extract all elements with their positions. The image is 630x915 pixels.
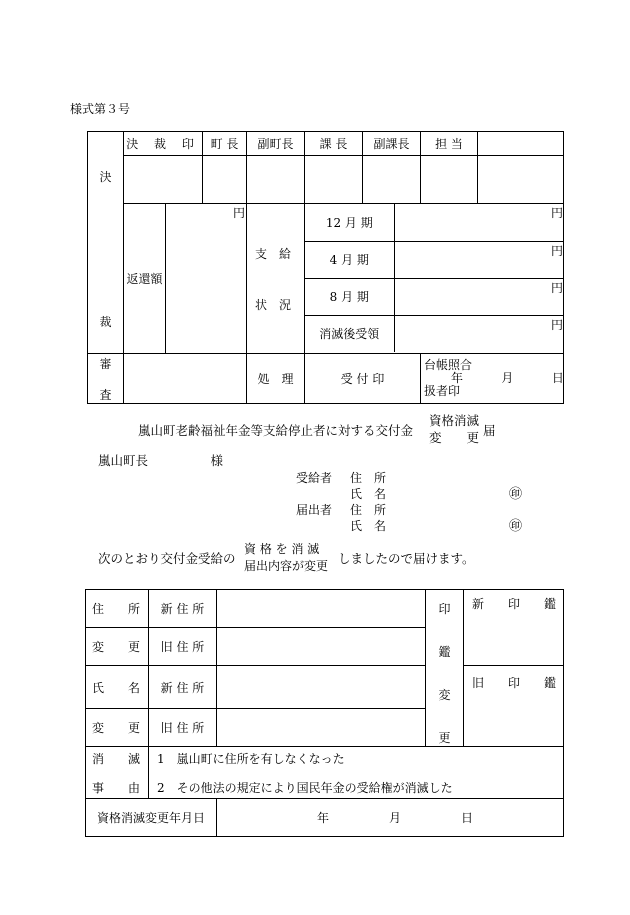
header-chocho: 町 長: [203, 132, 247, 156]
name-change-1: 氏 名: [86, 666, 149, 709]
old-seal-cell[interactable]: [464, 666, 564, 747]
period-after-amount[interactable]: [394, 315, 563, 352]
period-4-amount[interactable]: [394, 241, 563, 278]
title-main: 嵐山町老齢福祉年金等支給停止者に対する交付金: [138, 423, 414, 438]
title-option-1: 資格消滅: [429, 413, 480, 428]
stamp-blank[interactable]: [478, 156, 564, 204]
old-name-input[interactable]: [217, 709, 426, 747]
reason-1[interactable]: 1 嵐山町に住所を有しなくなった: [157, 751, 345, 766]
henkan-label: 返還額: [124, 204, 166, 354]
date-value[interactable]: 年 月 日: [217, 799, 564, 837]
header-tanto: 担 当: [421, 132, 478, 156]
statement-pre: 次のとおり交付金受給の: [98, 551, 236, 566]
period-8-amount[interactable]: [394, 278, 563, 315]
shinsa-char-2: 査: [99, 387, 112, 402]
old-seal-label: 旧 印 鑑: [472, 676, 557, 690]
yen-mark: 円: [551, 243, 564, 258]
daicho-label: 台帳照合: [424, 358, 473, 372]
shinsa-char-1: 審: [99, 356, 112, 371]
seal-change-char-3: 変: [438, 688, 451, 702]
approval-table: [87, 131, 569, 404]
yen-mark: 円: [233, 206, 246, 220]
address-change-1: 住 所: [86, 590, 149, 628]
notifier-role: 届出者: [296, 503, 333, 517]
statement-option-1: 資 格 を 消 滅: [244, 542, 320, 556]
loss-label-2: 事 由: [92, 780, 141, 795]
period-8: 8 月 期: [305, 278, 394, 315]
new-address-input[interactable]: [217, 590, 426, 628]
yen-mark: 円: [551, 280, 564, 295]
seal-change-cell: [426, 590, 464, 747]
form-number: 様式第３号: [70, 102, 131, 116]
detail-table: [85, 589, 564, 837]
shinsa-input[interactable]: [124, 354, 247, 404]
header-kacho: 課 長: [305, 132, 363, 156]
period-12-amount[interactable]: [394, 204, 563, 241]
statement-option-2: 届出内容が変更: [244, 559, 329, 573]
new-address-label-2: 新 住 所: [149, 666, 217, 709]
henkan-amount-cell[interactable]: [166, 204, 247, 354]
period-after: 消滅後受領: [305, 315, 394, 352]
seal-change-char-1: 印: [438, 602, 451, 616]
date-label: 資格消滅変更年月日: [86, 799, 217, 837]
periods-cell: [305, 204, 564, 354]
shikyu-jokyo-cell: [247, 204, 305, 354]
period-4: 4 月 期: [305, 241, 394, 278]
addressee: 嵐山町長 様: [98, 453, 224, 468]
header-fukuchocho: 副町長: [247, 132, 305, 156]
old-address-label: 旧 住 所: [149, 628, 217, 666]
recipient-seal: ㊞: [509, 487, 523, 502]
notifier-seal: ㊞: [509, 519, 523, 534]
shinsa-cell: [88, 354, 124, 404]
stamp-kessaiin[interactable]: [124, 156, 203, 204]
stamp-kacho[interactable]: [305, 156, 363, 204]
title-option-2: 変 更: [429, 430, 480, 445]
reason-2[interactable]: 2 その他法の規定により国民年金の受給権が消滅した: [157, 780, 453, 795]
yen-mark: 円: [551, 317, 564, 332]
notifier-name-label: 氏 名: [350, 519, 387, 533]
name-change-2: 変 更: [86, 709, 149, 747]
address-change-2: 変 更: [86, 628, 149, 666]
title-tail: 届: [483, 423, 496, 438]
recipient-name-label: 氏 名: [350, 487, 387, 501]
date-row: 年 月 日: [451, 371, 569, 385]
ketsu-char: 決: [99, 170, 112, 184]
notifier-address-label: 住 所: [350, 503, 387, 517]
recipient-address-label: 住 所: [350, 471, 387, 485]
sai-char: 裁: [99, 315, 112, 329]
kessai-cell: [88, 132, 124, 354]
new-seal-cell[interactable]: [464, 590, 564, 666]
statement-post: しましたので届けます。: [338, 551, 475, 566]
loss-reason-label: [86, 747, 149, 799]
jokyo-label: 状 況: [255, 298, 292, 312]
old-address-label-2: 旧 住 所: [149, 709, 217, 747]
loss-reasons: [149, 747, 564, 799]
atsukaisha-label: 扱者印: [424, 384, 461, 398]
stamp-fukukacho[interactable]: [363, 156, 421, 204]
header-kessaiin: 決 裁 印: [124, 132, 203, 156]
new-name-input[interactable]: [217, 666, 426, 709]
new-address-label: 新 住 所: [149, 590, 217, 628]
header-blank: [478, 132, 564, 156]
period-12: 12 月 期: [305, 204, 394, 241]
stamp-tanto[interactable]: [421, 156, 478, 204]
uketsuke-label: 受 付 印: [305, 354, 421, 404]
periods-table: [305, 204, 563, 352]
stamp-chocho[interactable]: [203, 156, 247, 204]
loss-label-1: 消 滅: [92, 751, 141, 766]
daicho-cell[interactable]: [421, 354, 569, 404]
yen-mark: 円: [551, 206, 564, 220]
shikyu-label: 支 給: [255, 247, 292, 261]
seal-change-char-4: 更: [438, 731, 451, 745]
shori-label: 処 理: [247, 354, 305, 404]
old-address-input[interactable]: [217, 628, 426, 666]
seal-change-char-2: 鑑: [438, 645, 451, 659]
stamp-fukuchocho[interactable]: [247, 156, 305, 204]
new-seal-label: 新 印 鑑: [472, 597, 557, 611]
recipient-role: 受給者: [296, 471, 333, 485]
header-fukukacho: 副課長: [363, 132, 421, 156]
